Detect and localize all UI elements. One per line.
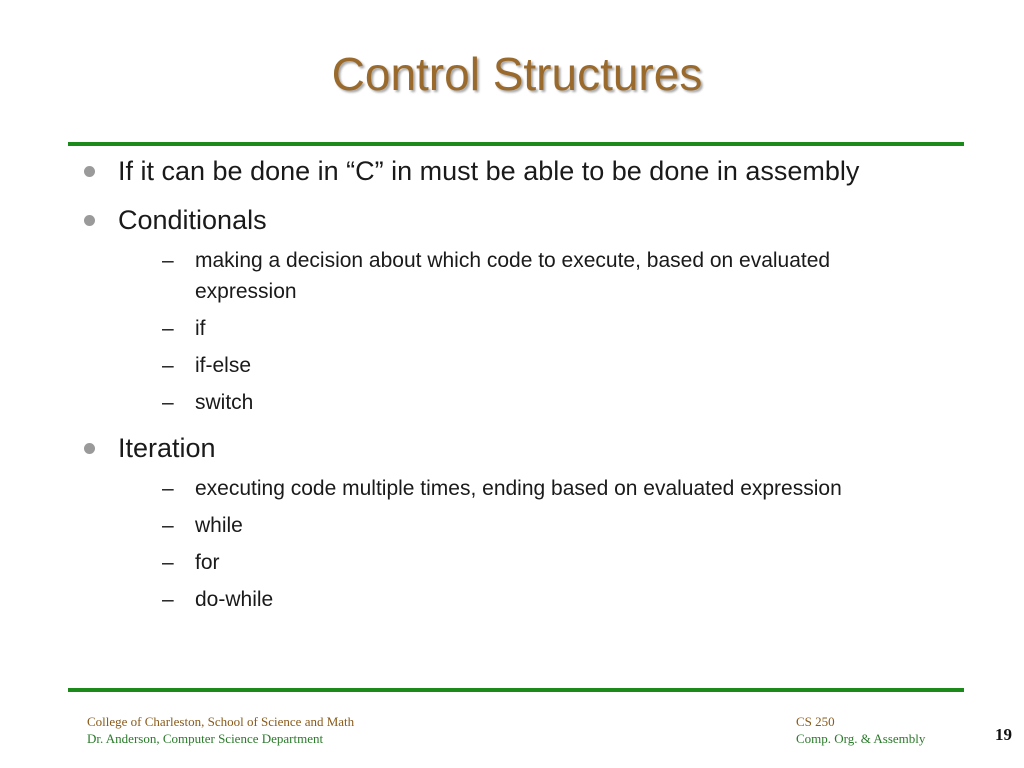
sub-list bbox=[162, 473, 922, 615]
footer-department: Dr. Anderson, Computer Science Department bbox=[87, 731, 324, 746]
dash-marker: – bbox=[162, 551, 174, 574]
bullet-item bbox=[80, 428, 940, 469]
footer-course bbox=[796, 713, 925, 747]
dash-marker: – bbox=[162, 588, 174, 611]
sub-item-text: making a decision about which code to execute, based on evaluated expression bbox=[195, 249, 831, 303]
sub-item-text: if-else bbox=[195, 354, 252, 377]
bullet-text: If it can be done in “C” in must be able to be done in assembly bbox=[118, 156, 860, 186]
bullet-dot-icon bbox=[84, 166, 95, 177]
footer-course-number: CS 250 bbox=[796, 714, 835, 729]
sub-item bbox=[162, 350, 922, 381]
slide-title: Control Structures bbox=[331, 48, 703, 100]
sub-item bbox=[162, 245, 922, 307]
dash-marker: – bbox=[162, 514, 174, 537]
sub-item bbox=[162, 510, 922, 541]
sub-item bbox=[162, 313, 922, 344]
sub-list bbox=[162, 245, 922, 418]
sub-item bbox=[162, 584, 922, 615]
dash-marker: – bbox=[162, 391, 174, 414]
bottom-divider bbox=[68, 688, 964, 692]
sub-item bbox=[162, 547, 922, 578]
bullet-dot-icon bbox=[84, 215, 95, 226]
page-number: 19 bbox=[995, 725, 1012, 744]
dash-marker: – bbox=[162, 354, 174, 377]
top-divider bbox=[68, 142, 964, 146]
sub-item-text: do-while bbox=[195, 588, 274, 611]
bullet-item bbox=[80, 151, 940, 192]
bullet-text: Iteration bbox=[118, 433, 216, 463]
footer-course-name: Comp. Org. & Assembly bbox=[796, 731, 926, 746]
dash-marker: – bbox=[162, 249, 174, 272]
footer-school: College of Charleston, School of Science and Math bbox=[87, 714, 355, 729]
bullet-dot-icon bbox=[84, 443, 95, 454]
dash-marker: – bbox=[162, 477, 174, 500]
dash-marker: – bbox=[162, 317, 174, 340]
sub-item-text: if bbox=[195, 317, 206, 340]
footer-institution bbox=[87, 713, 354, 747]
bullet-text: Conditionals bbox=[118, 205, 267, 235]
sub-item-text: switch bbox=[195, 391, 254, 414]
sub-item-text: for bbox=[195, 551, 220, 574]
slide-content bbox=[80, 150, 940, 621]
sub-item-text: while bbox=[195, 514, 243, 537]
sub-item bbox=[162, 473, 922, 504]
sub-item-text: executing code multiple times, ending based on evaluated expression bbox=[195, 477, 842, 500]
bullet-item bbox=[80, 200, 940, 241]
sub-item bbox=[162, 387, 922, 418]
